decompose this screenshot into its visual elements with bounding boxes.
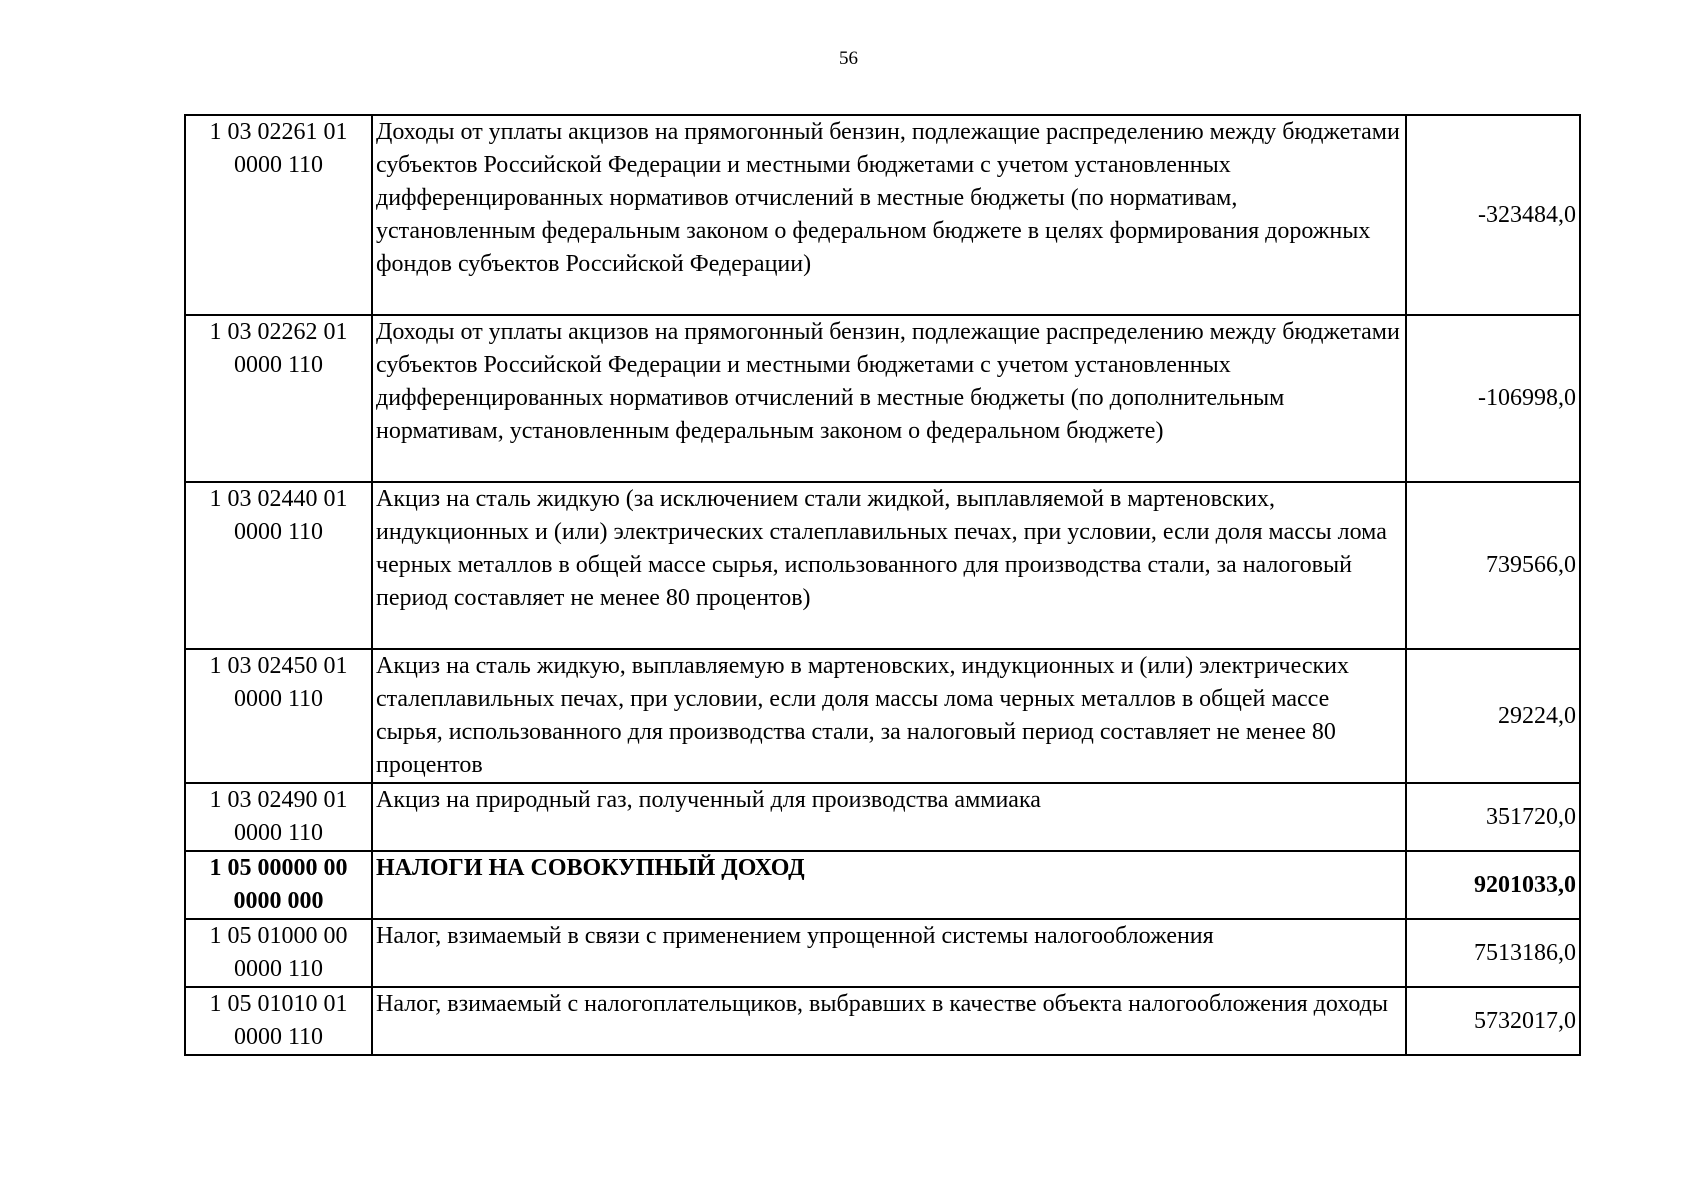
table-row-section-total [185,851,1580,919]
budget-code-line: 1 03 02440 01 [209,486,348,512]
table-row [185,315,1580,482]
budget-code-cell [185,851,372,919]
budget-code-line: 0000 000 [233,888,324,914]
description-cell: Налог, взимаемый в связи с применением упрощенной системы налогообложения [372,919,1406,987]
page-number: 56 [839,48,858,69]
table-row [185,987,1580,1055]
description-cell: НАЛОГИ НА СОВОКУПНЫЙ ДОХОД [372,851,1406,919]
budget-code-line: 0000 110 [233,686,324,712]
budget-code-line: 1 05 00000 00 [209,855,348,881]
amount-cell: 7513186,0 [1406,919,1580,987]
table-row [185,783,1580,851]
amount-cell: 5732017,0 [1406,987,1580,1055]
budget-code-line: 0000 110 [233,956,324,982]
description-cell: Доходы от уплаты акцизов на прямогонный бензин, подлежащие распределению между бюджетами субъектов Российской Федерации и местными бюджетами с учетом установленных дифференцированных нормативов отчислений в местные бюджеты (по нормативам, установленным федеральным законом о федеральном бюджете в целях формирования дорожных фондов субъектов Российской Федерации) [372,115,1406,315]
budget-code-cell [185,115,372,315]
budget-code-cell [185,783,372,851]
budget-code-line: 1 05 01010 01 [209,991,348,1017]
budget-code-line: 1 03 02450 01 [209,653,348,679]
budget-code-line: 0000 110 [233,519,324,545]
budget-code-line: 1 05 01000 00 [209,923,348,949]
description-cell: Акциз на сталь жидкую, выплавляемую в мартеновских, индукционных и (или) электрических сталеплавильных печах, при условии, если доля массы лома черных металлов в общей массе сырья, использованного для производства стали, за налоговый период составляет не менее 80 процентов [372,649,1406,783]
description-cell: Налог, взимаемый с налогоплательщиков, выбравших в качестве объекта налогообложения доходы [372,987,1406,1055]
budget-code-cell [185,649,372,783]
table-row [185,115,1580,315]
budget-code-cell [185,315,372,482]
table-row [185,482,1580,649]
budget-code-line: 0000 110 [233,152,324,178]
budget-code-line: 0000 110 [233,352,324,378]
amount-cell: -106998,0 [1406,315,1580,482]
description-cell: Акциз на природный газ, полученный для производства аммиака [372,783,1406,851]
budget-code-cell [185,919,372,987]
budget-code-line: 0000 110 [233,820,324,846]
revenue-table [184,114,1581,1056]
budget-code-line: 0000 110 [233,1024,324,1050]
table-row [185,919,1580,987]
budget-code-cell [185,987,372,1055]
description-cell: Акциз на сталь жидкую (за исключением стали жидкой, выплавляемой в мартеновских, индукционных и (или) электрических сталеплавильных печах, при условии, если доля массы лома черных металлов в общей массе сырья, использованного для производства стали, за налоговый период составляет не менее 80 процентов) [372,482,1406,649]
amount-cell: 739566,0 [1406,482,1580,649]
amount-cell: 351720,0 [1406,783,1580,851]
table-row [185,649,1580,783]
amount-cell: -323484,0 [1406,115,1580,315]
description-cell: Доходы от уплаты акцизов на прямогонный бензин, подлежащие распределению между бюджетами субъектов Российской Федерации и местными бюджетами с учетом установленных дифференцированных нормативов отчислений в местные бюджеты (по дополнительным нормативам, установленным федеральным законом о федеральном бюджете) [372,315,1406,482]
amount-cell: 9201033,0 [1406,851,1580,919]
budget-code-line: 1 03 02261 01 [209,119,348,145]
budget-code-line: 1 03 02490 01 [209,787,348,813]
budget-code-line: 1 03 02262 01 [209,319,348,345]
budget-code-cell [185,482,372,649]
amount-cell: 29224,0 [1406,649,1580,783]
